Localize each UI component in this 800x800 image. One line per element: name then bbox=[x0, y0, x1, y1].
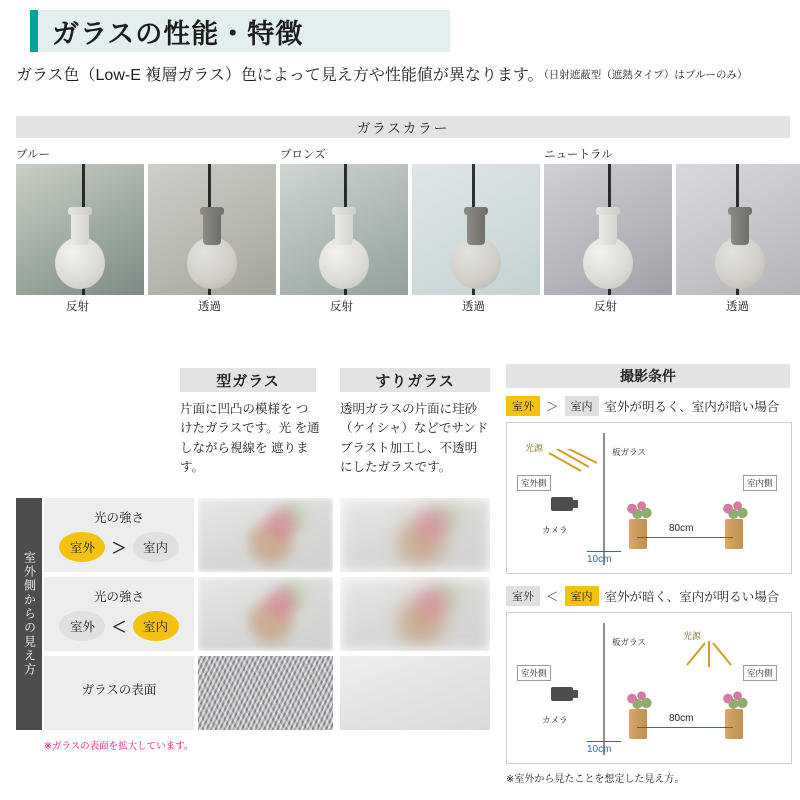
shooting-conditions-panel bbox=[506, 364, 790, 784]
case-1-glass-label: 板ガラス bbox=[609, 445, 649, 459]
case-1-caption bbox=[506, 396, 779, 416]
photo-bronze-reflect bbox=[280, 164, 408, 295]
sample-suri-row1 bbox=[340, 498, 490, 572]
matrix-row-1-pills bbox=[59, 532, 178, 562]
case-1-camera-icon bbox=[551, 497, 573, 511]
sample-suri-surface bbox=[340, 656, 490, 730]
group-label-bronze: ブロンズ bbox=[280, 149, 326, 161]
case-2-glass-label: 板ガラス bbox=[609, 635, 649, 649]
case-2-dim-near: 10cm bbox=[587, 744, 612, 755]
matrix-row-2-right: 室内 bbox=[133, 611, 179, 641]
case-2-ray-icon bbox=[675, 641, 741, 675]
case-1-dim-near: 10cm bbox=[587, 554, 612, 565]
case-2-flower-far bbox=[721, 691, 747, 739]
case-2-text: 室外が暗く、室内が明るい場合 bbox=[604, 590, 780, 604]
case-2-camera-icon bbox=[551, 687, 573, 701]
case-1-flower-far bbox=[721, 501, 747, 549]
heading-suri-glass: すりガラス bbox=[340, 368, 490, 392]
page-header bbox=[30, 10, 450, 52]
matrix-row-2-pills bbox=[59, 611, 178, 641]
matrix-row-1-cell bbox=[44, 498, 194, 572]
case-1-diagram bbox=[506, 422, 792, 574]
glass-color-band: ガラスカラー bbox=[16, 116, 790, 138]
matrix-note: ※ガラスの表面を拡大しています。 bbox=[44, 741, 194, 752]
case-1-cmp: ＞ bbox=[546, 400, 559, 414]
header-accent-bar bbox=[30, 10, 38, 52]
matrix-row-1-label: 光の強さ bbox=[93, 511, 144, 525]
sample-kata-surface bbox=[198, 656, 333, 730]
case-2-tag-outside: 室外 bbox=[506, 586, 540, 606]
case-1-text: 室外が明るく、室内が暗い場合 bbox=[604, 400, 780, 414]
case-2-flower-near bbox=[625, 691, 651, 739]
case-2-light-label: 光源 bbox=[683, 631, 702, 641]
photo-blue-reflect bbox=[16, 164, 144, 295]
matrix-row-3-label: ガラスの表面 bbox=[81, 682, 157, 697]
matrix-row-2-label: 光の強さ bbox=[93, 590, 144, 604]
shooting-footnote: ※室外から見たことを想定した見え方。 bbox=[506, 774, 685, 785]
case-2-dim-far: 80cm bbox=[669, 713, 694, 724]
photo-blue-transmit bbox=[148, 164, 276, 295]
matrix-row-1-cmp: ＞ bbox=[111, 539, 127, 557]
case-1-outside-label: 室外側 bbox=[517, 475, 551, 491]
case-2-camera-label: カメラ bbox=[539, 713, 571, 727]
lead-note: （日射遮蔽型（遮熱タイプ）はブルーのみ） bbox=[543, 69, 748, 81]
photo-bronze-transmit bbox=[412, 164, 540, 295]
matrix-row-3-cell bbox=[44, 656, 194, 730]
case-1-inside-label: 室内側 bbox=[743, 475, 777, 491]
group-label-neutral: ニュートラル bbox=[544, 149, 613, 161]
lead-main: ガラス色（Low-E 複層ガラス）色によって見え方や性能値が異なります。 bbox=[16, 67, 544, 84]
case-1-dim-far: 80cm bbox=[669, 523, 694, 534]
case-1-ray-icon bbox=[547, 449, 607, 483]
photo-neutral-reflect bbox=[544, 164, 672, 295]
caption-bronze-reflect: 反射 bbox=[330, 301, 353, 313]
caption-neutral-transmit: 透過 bbox=[726, 301, 749, 313]
matrix-row-2-left: 室外 bbox=[59, 611, 105, 641]
case-1-dim-near-line bbox=[587, 551, 621, 552]
lead-text bbox=[16, 66, 791, 87]
shooting-heading: 撮影条件 bbox=[506, 364, 790, 388]
matrix-side-label-text: 室外側からの見え方 bbox=[22, 551, 37, 677]
case-2-cmp: ＜ bbox=[546, 590, 559, 604]
sample-suri-row2 bbox=[340, 577, 490, 651]
glass-color-captions bbox=[16, 298, 790, 314]
case-2-dim-far-line bbox=[637, 727, 733, 728]
photo-neutral-transmit bbox=[676, 164, 800, 295]
case-2-caption bbox=[506, 586, 779, 606]
case-2-dim-near-line bbox=[587, 741, 621, 742]
desc-suri-glass: 透明ガラスの片面に珪砂 （ケイシャ）などでサンド ブラスト加工し、不透明 にしたガラスです。 bbox=[340, 402, 489, 475]
case-1-tag-outside: 室外 bbox=[506, 396, 540, 416]
case-1-dim-far-line bbox=[637, 537, 733, 538]
group-label-blue: ブルー bbox=[16, 149, 51, 161]
case-2-outside-label: 室外側 bbox=[517, 665, 551, 681]
sample-kata-row1 bbox=[198, 498, 333, 572]
case-2-tag-inside: 室内 bbox=[565, 586, 599, 606]
caption-blue-reflect: 反射 bbox=[66, 301, 89, 313]
case-2-inside-label: 室内側 bbox=[743, 665, 777, 681]
heading-kata-glass: 型ガラス bbox=[180, 368, 316, 392]
matrix-row-2-cell bbox=[44, 577, 194, 651]
matrix-side-label bbox=[16, 498, 42, 730]
case-1-light-label: 光源 bbox=[525, 443, 544, 453]
caption-bronze-transmit: 透過 bbox=[462, 301, 485, 313]
matrix-row-1-left: 室外 bbox=[59, 532, 105, 562]
sample-kata-row2 bbox=[198, 577, 333, 651]
page-title: ガラスの性能・特徴 bbox=[52, 18, 304, 49]
glass-color-group-labels bbox=[16, 146, 790, 160]
visibility-matrix bbox=[16, 498, 336, 774]
caption-blue-transmit: 透過 bbox=[198, 301, 221, 313]
desc-kata-glass: 片面に凹凸の模様を つけたガラスです。光 を通しながら視線を 遮ります。 bbox=[180, 402, 320, 475]
case-2-glass-line bbox=[603, 623, 605, 755]
caption-neutral-reflect: 反射 bbox=[594, 301, 617, 313]
case-1-tag-inside: 室内 bbox=[565, 396, 599, 416]
glass-color-photos bbox=[16, 164, 790, 295]
matrix-row-1-right: 室内 bbox=[133, 532, 179, 562]
case-1-camera-label: カメラ bbox=[539, 523, 571, 537]
case-2-diagram bbox=[506, 612, 792, 764]
case-1-flower-near bbox=[625, 501, 651, 549]
matrix-row-2-cmp: ＜ bbox=[111, 618, 127, 636]
